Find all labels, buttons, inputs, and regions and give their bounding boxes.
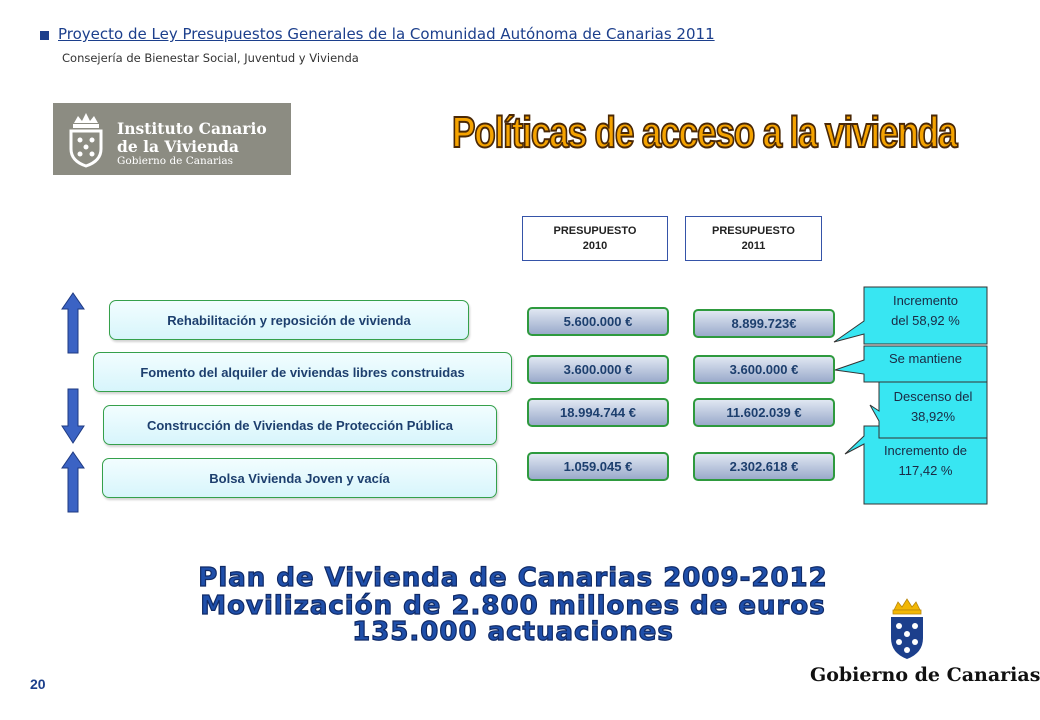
value-2011-bolsa-vivienda: 2.302.618 € <box>693 452 835 481</box>
callout-construccion-vpp-line1: Descenso del <box>893 389 973 404</box>
budget-header-2011-line1: PRESUPUESTO <box>712 224 795 237</box>
institute-logo <box>53 103 291 175</box>
budget-header-2010-line2: 2010 <box>582 239 608 252</box>
government-name: Gobierno de Canarias <box>810 664 1040 686</box>
value-2010-rehabilitacion: 5.600.000 € <box>527 307 669 336</box>
callout-bolsa-vivienda <box>864 441 987 481</box>
header-link[interactable]: Proyecto de Ley Presupuestos Generales de la Comunidad Autónoma de Canarias 2011 <box>58 25 715 43</box>
value-2010-construccion-vpp: 18.994.744 € <box>527 398 669 427</box>
budget-header-2010 <box>522 216 668 261</box>
plan-headline-1: Plan de Vivienda de Canarias 2009-2012 <box>198 563 828 593</box>
callout-fomento-alquiler <box>864 349 987 369</box>
header-subtitle: Consejería de Bienestar Social, Juventud y Vivienda <box>62 51 359 65</box>
logo-line-2: de la Vivienda <box>117 137 239 156</box>
arrow-up-icon <box>61 451 85 513</box>
budget-header-2011-line2: 2011 <box>741 239 766 252</box>
callout-construccion-vpp <box>879 387 987 427</box>
callout-rehabilitacion <box>864 291 987 331</box>
value-2011-construccion-vpp: 11.602.039 € <box>693 398 835 427</box>
institute-seal-icon <box>65 109 107 169</box>
callout-bolsa-vivienda-line2: 117,42 % <box>898 463 953 478</box>
value-2010-bolsa-vivienda: 1.059.045 € <box>527 452 669 481</box>
callout-fomento-alquiler-line1: Se mantiene <box>889 351 962 366</box>
category-rehabilitacion: Rehabilitación y reposición de vivienda <box>109 300 469 340</box>
category-construccion-vpp: Construcción de Viviendas de Protección Pública <box>103 405 497 445</box>
callout-rehabilitacion-line2: del 58,92 % <box>891 313 960 328</box>
arrow-down-icon <box>61 388 85 444</box>
budget-header-2010-line1: PRESUPUESTO <box>553 224 637 237</box>
callout-construccion-vpp-line2: 38,92% <box>910 409 956 424</box>
value-2010-fomento-alquiler: 3.600.000 € <box>527 355 669 384</box>
canarias-crest-icon <box>884 598 930 660</box>
callout-bolsa-vivienda-line1: Incremento de <box>883 443 968 458</box>
category-bolsa-vivienda: Bolsa Vivienda Joven y vacía <box>102 458 497 498</box>
logo-line-1: Instituto Canario <box>117 119 267 138</box>
bullet-square-icon <box>40 31 49 40</box>
page-title: Políticas de acceso a la vivienda <box>452 108 957 157</box>
value-2011-rehabilitacion: 8.899.723€ <box>693 309 835 338</box>
value-2011-fomento-alquiler: 3.600.000 € <box>693 355 835 384</box>
plan-headline-3: 135.000 actuaciones <box>352 617 674 647</box>
page-number: 20 <box>30 676 46 692</box>
budget-header-2011 <box>685 216 822 261</box>
category-fomento-alquiler: Fomento del alquiler de viviendas libres construidas <box>93 352 512 392</box>
callout-rehabilitacion-line1: Incremento <box>892 293 959 308</box>
logo-line-3: Gobierno de Canarias <box>117 155 234 167</box>
arrow-up-icon <box>61 292 85 354</box>
plan-headline-2: Movilización de 2.800 millones de euros <box>200 591 826 621</box>
